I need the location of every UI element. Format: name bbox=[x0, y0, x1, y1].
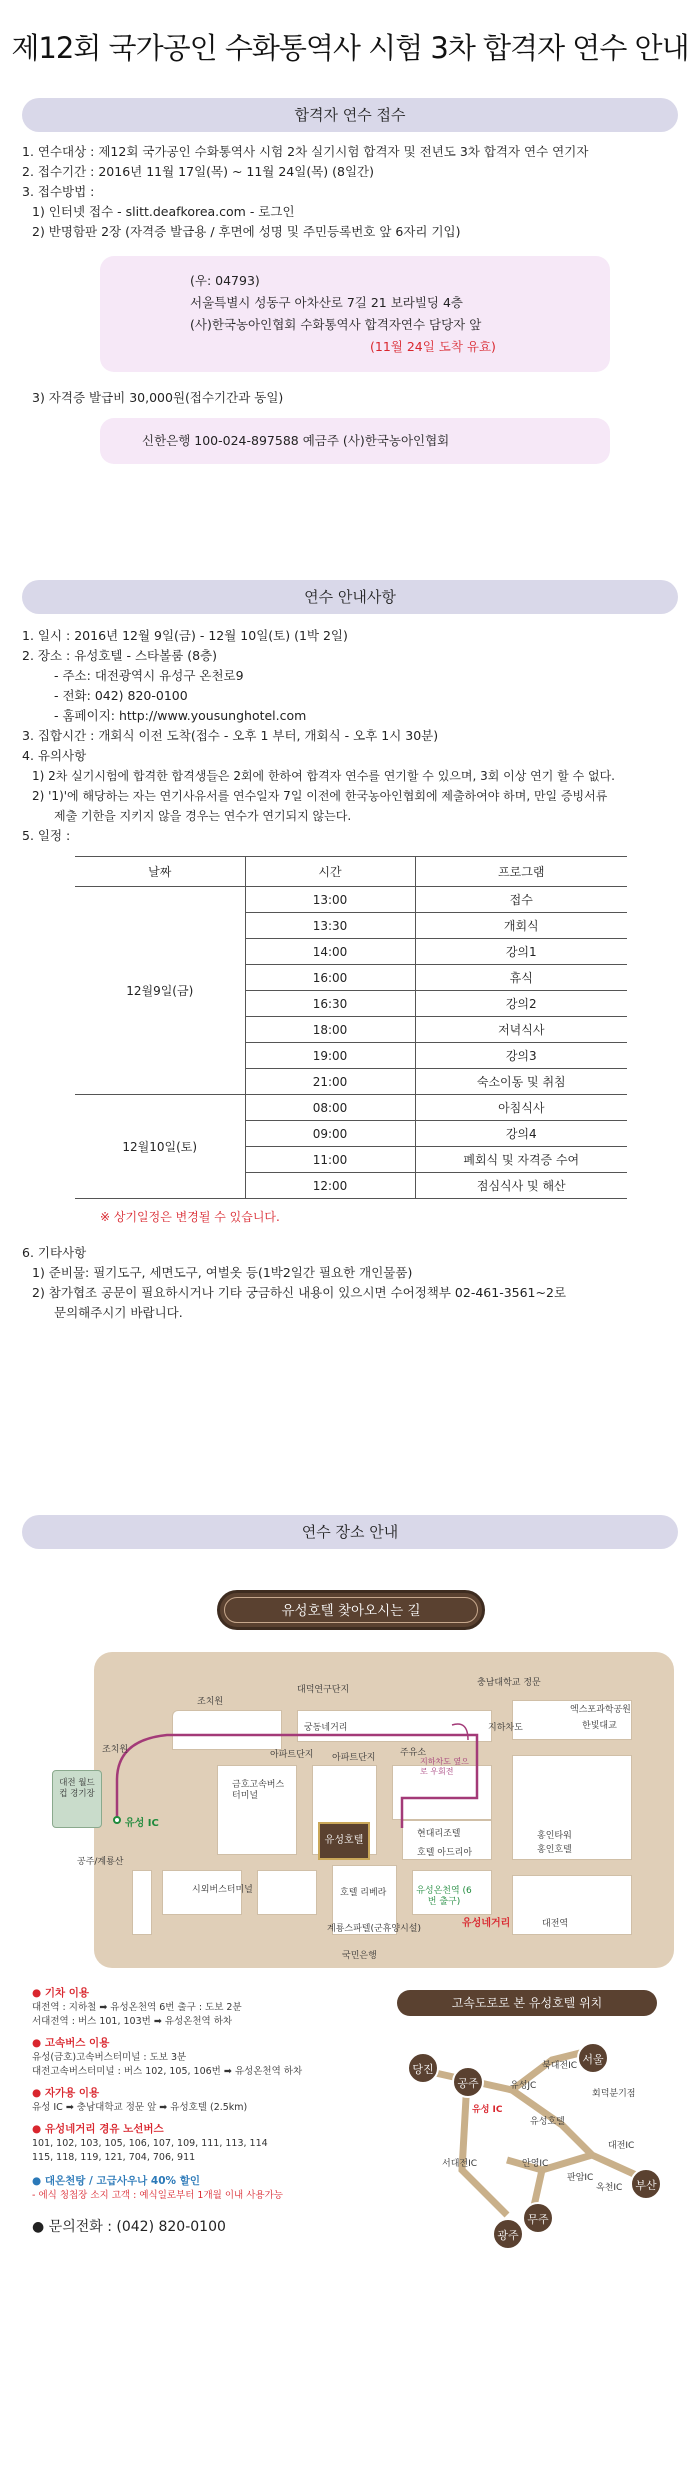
info-line: - 주소: 대전광역시 유성구 온천로9 bbox=[54, 668, 244, 683]
schedule-note: ※ 상기일정은 변경될 수 있습니다. bbox=[100, 1210, 280, 1224]
map-label: 궁동네거리 bbox=[304, 1723, 348, 1733]
highway-label: 회덕분기점 bbox=[592, 2089, 636, 2099]
city-muju: 무주 bbox=[522, 2202, 554, 2234]
section-header-info: 연수 안내사항 bbox=[22, 580, 678, 614]
map-label-turn: 지하차도 옆으로 우회전 bbox=[420, 1757, 469, 1776]
schedule-time: 12:00 bbox=[245, 1173, 415, 1199]
table-header: 프로그램 bbox=[415, 857, 627, 887]
info-line: 2) '1)'에 해당하는 자는 연기사유서를 연수일자 7일 이전에 한국농아인협회에 제출하여야 하며, 만일 증빙서류 bbox=[32, 789, 608, 803]
schedule-time: 16:00 bbox=[245, 965, 415, 991]
schedule-time: 08:00 bbox=[245, 1095, 415, 1121]
schedule-program: 아침식사 bbox=[415, 1095, 627, 1121]
legend-discount-text: - 에식 청첩장 소지 고객 : 예식일로부터 1개월 이내 사용가능 bbox=[32, 2190, 283, 2201]
schedule-time: 13:30 bbox=[245, 913, 415, 939]
legend-text: 유성(금호)고속버스터미널 : 도보 3분 bbox=[32, 2052, 187, 2063]
legend-text: 115, 118, 119, 121, 704, 706, 911 bbox=[32, 2152, 196, 2163]
schedule-time: 11:00 bbox=[245, 1147, 415, 1173]
legend-express-heading: ● 고속버스 이용 bbox=[32, 2037, 110, 2049]
schedule-program: 강의4 bbox=[415, 1121, 627, 1147]
city-dangjin: 당진 bbox=[407, 2052, 439, 2084]
highway-label: 북대전IC bbox=[542, 2061, 578, 2071]
map-label: 국민은행 bbox=[342, 1951, 377, 1961]
map-label: 호텔 아드리아 bbox=[417, 1848, 473, 1858]
schedule-program: 점심식사 및 해산 bbox=[415, 1173, 627, 1199]
reception-line: 2) 반명함판 2장 (자격증 발급용 / 후면에 성명 및 주민등록번호 앞 6자리 기입) bbox=[32, 224, 461, 239]
schedule-time: 13:00 bbox=[245, 887, 415, 913]
map-label: 대덕연구단지 bbox=[297, 1685, 350, 1695]
table-header: 날짜 bbox=[75, 857, 245, 887]
map-label-worldcup: 대전 월드컵 경기장 bbox=[59, 1778, 95, 1799]
map-label: 대전역 bbox=[542, 1919, 569, 1929]
schedule-time: 14:00 bbox=[245, 939, 415, 965]
table-header-row bbox=[75, 857, 627, 887]
info-line: 5. 일정 : bbox=[22, 828, 71, 843]
yuseong-ic-dot bbox=[113, 1816, 121, 1824]
highway-label: 유성JC bbox=[510, 2081, 537, 2091]
highway-label: 서대전IC bbox=[442, 2159, 478, 2169]
legend-train-heading: ● 기차 이용 bbox=[32, 1987, 90, 1999]
page-title: 제12회 국가공인 수화통역사 시험 3차 합격자 연수 안내 bbox=[11, 31, 689, 65]
schedule-time: 16:30 bbox=[245, 991, 415, 1017]
legend-text: 101, 102, 103, 105, 106, 107, 109, 111, 113, 114 bbox=[32, 2138, 268, 2149]
schedule-program: 저녁식사 bbox=[415, 1017, 627, 1043]
etc-line: 문의해주시기 바랍니다. bbox=[54, 1305, 183, 1320]
info-line: - 전화: 042) 820-0100 bbox=[54, 688, 188, 703]
highway-label: 유성호텔 bbox=[530, 2117, 565, 2127]
reception-line: 3. 접수방법 : bbox=[22, 184, 95, 199]
info-line: 4. 유의사항 bbox=[22, 748, 87, 763]
schedule-date: 12월9일(금) bbox=[75, 887, 245, 1095]
schedule-program: 접수 bbox=[415, 887, 627, 913]
city-gongju: 공주 bbox=[452, 2066, 484, 2098]
map-label: 주유소 bbox=[400, 1748, 427, 1758]
yuseong-hotel-marker bbox=[318, 1822, 370, 1860]
city-gwangju: 광주 bbox=[492, 2218, 524, 2250]
highway-label: 옥천IC bbox=[596, 2183, 623, 2193]
table-header: 시간 bbox=[245, 857, 415, 887]
map-label: 공주/계룡산 bbox=[77, 1857, 124, 1867]
map-label: 한빛대교 bbox=[582, 1721, 617, 1731]
bank-box bbox=[100, 418, 610, 464]
info-line: 2. 장소 : 유성호텔 - 스타볼룸 (8층) bbox=[22, 648, 218, 663]
address-recipient: (사)한국농아인협회 수화통역사 합격자연수 담당자 앞 bbox=[190, 317, 482, 332]
legend-text: 유성 IC ➡ 충남대학교 정문 앞 ➡ 유성호텔 (2.5km) bbox=[32, 2102, 248, 2113]
map-label: 현대리조텔 bbox=[417, 1829, 461, 1839]
map-label: 충남대학교 정문 bbox=[477, 1678, 541, 1688]
schedule-table bbox=[75, 856, 627, 1199]
map-label: 금호고속버스 터미널 bbox=[232, 1780, 285, 1801]
table-row bbox=[75, 1095, 627, 1121]
highway-map-title: 고속도로로 본 유성호텔 위치 bbox=[397, 1990, 657, 2016]
city-seoul: 서울 bbox=[577, 2042, 609, 2074]
legend-bus-heading: ● 유성네거리 경유 노선버스 bbox=[32, 2123, 164, 2135]
address-zip: (우: 04793) bbox=[190, 273, 260, 288]
schedule-time: 19:00 bbox=[245, 1043, 415, 1069]
reception-line: 1. 연수대상 : 제12회 국가공인 수화통역사 시험 2차 실기시험 합격자 및 전년도 3차 합격자 연수 연기자 bbox=[22, 144, 589, 159]
map-label: 시외버스터미널 bbox=[192, 1885, 253, 1895]
legend-car-heading: ● 자가용 이용 bbox=[32, 2087, 100, 2099]
highway-label: 안영IC bbox=[522, 2159, 549, 2169]
schedule-program: 강의3 bbox=[415, 1043, 627, 1069]
reception-line: 2. 접수기간 : 2016년 11월 17일(목) ~ 11월 24일(목) (8일간) bbox=[22, 164, 374, 179]
section-header-venue: 연수 장소 안내 bbox=[22, 1515, 678, 1549]
schedule-program: 폐회식 및 자격증 수여 bbox=[415, 1147, 627, 1173]
map-label: 계룡스파텔(군휴양시설) bbox=[327, 1924, 421, 1934]
map-label: 아파트단지 bbox=[332, 1753, 376, 1763]
etc-line: 1) 준비물: 필기도구, 세면도구, 여벌옷 등(1박2일간 필요한 개인물품) bbox=[32, 1265, 413, 1280]
info-line: 1) 2차 실기시험에 합격한 합격생들은 2회에 한하여 합격자 연수를 연기할 수 있으며, 3회 이상 연기 할 수 없다. bbox=[32, 769, 615, 783]
legend-text: 대전고속버스터미널 : 버스 102, 105, 106번 ➡ 유성온천역 하차 bbox=[32, 2066, 303, 2077]
schedule-program: 숙소이동 및 취침 bbox=[415, 1069, 627, 1095]
etc-line: 2) 참가협조 공문이 필요하시거나 기타 궁금하신 내용이 있으시면 수어정책부 02-461-3561~2로 bbox=[32, 1285, 567, 1300]
info-line: - 홈페이지: http://www.yousunghotel.com bbox=[54, 708, 307, 723]
map-label: 조치원 bbox=[102, 1745, 129, 1755]
section-header-reception: 합격자 연수 접수 bbox=[22, 98, 678, 132]
schedule-program: 강의1 bbox=[415, 939, 627, 965]
legend-text: 대전역 : 지하철 ➡ 유성온천역 6번 출구 : 도보 2분 bbox=[32, 2002, 242, 2013]
schedule-program: 강의2 bbox=[415, 991, 627, 1017]
map-label: 홍인타워 bbox=[537, 1831, 572, 1841]
schedule-program: 개회식 bbox=[415, 913, 627, 939]
fee-line: 3) 자격증 발급비 30,000원(접수기간과 동일) bbox=[32, 390, 284, 405]
map-label: 엑스포과학공원 bbox=[570, 1705, 631, 1715]
bank-account: 신한은행 100-024-897588 예금주 (사)한국농아인협회 bbox=[142, 433, 450, 448]
address-box bbox=[100, 256, 610, 372]
hotel-label: 유성호텔 bbox=[324, 1835, 364, 1846]
map-label-yuseong-ic: 유성 IC bbox=[125, 1818, 159, 1829]
highway-label: 대전IC bbox=[608, 2141, 635, 2151]
etc-line: 6. 기타사항 bbox=[22, 1245, 87, 1260]
map-label: 호텔 리베라 bbox=[340, 1888, 387, 1898]
reception-line: 1) 인터넷 접수 - slitt.deafkorea.com - 로그인 bbox=[32, 204, 295, 219]
legend-discount-heading: ● 대온천탕 / 고급사우나 40% 할인 bbox=[32, 2175, 200, 2187]
schedule-program: 휴식 bbox=[415, 965, 627, 991]
highway-label: 유성 IC bbox=[472, 2105, 503, 2115]
city-busan: 부산 bbox=[630, 2168, 662, 2200]
schedule-time: 09:00 bbox=[245, 1121, 415, 1147]
table-row bbox=[75, 887, 627, 913]
schedule-time: 18:00 bbox=[245, 1017, 415, 1043]
schedule-time: 21:00 bbox=[245, 1069, 415, 1095]
map-title-text: 유성호텔 찾아오시는 길 bbox=[224, 1597, 478, 1623]
info-line: 제출 기한을 지키지 않을 경우는 연수가 연기되지 않는다. bbox=[54, 809, 352, 823]
info-line: 1. 일시 : 2016년 12월 9일(금) - 12월 10일(토) (1박 2일) bbox=[22, 628, 348, 643]
address-line: 서울특별시 성동구 아차산로 7길 21 보라빌딩 4층 bbox=[190, 295, 464, 310]
directions-legend bbox=[22, 1985, 352, 2237]
map-label-station: 유성온천역 (6번 출구) bbox=[416, 1886, 472, 1907]
info-line: 3. 집합시간 : 개회식 이전 도착(접수 - 오후 1 부터, 개회식 - 오후 1시 30분) bbox=[22, 728, 439, 743]
venue-map bbox=[22, 1590, 678, 2242]
highway-label: 판암IC bbox=[567, 2173, 594, 2183]
schedule-date: 12월10일(토) bbox=[75, 1095, 245, 1199]
map-label: 홍인호텔 bbox=[537, 1845, 572, 1855]
map-label: 아파트단지 bbox=[270, 1750, 314, 1760]
map-label: 조치원 bbox=[197, 1697, 224, 1707]
map-label-crossroad: 유성네거리 bbox=[462, 1918, 511, 1929]
address-deadline: (11월 24일 도착 유효) bbox=[370, 339, 496, 354]
legend-phone: ● 문의전화 : (042) 820-0100 bbox=[32, 2219, 226, 2235]
map-label: 지하차도 bbox=[488, 1723, 523, 1733]
legend-text: 서대전역 : 버스 101, 103번 ➡ 유성온천역 하차 bbox=[32, 2016, 233, 2027]
